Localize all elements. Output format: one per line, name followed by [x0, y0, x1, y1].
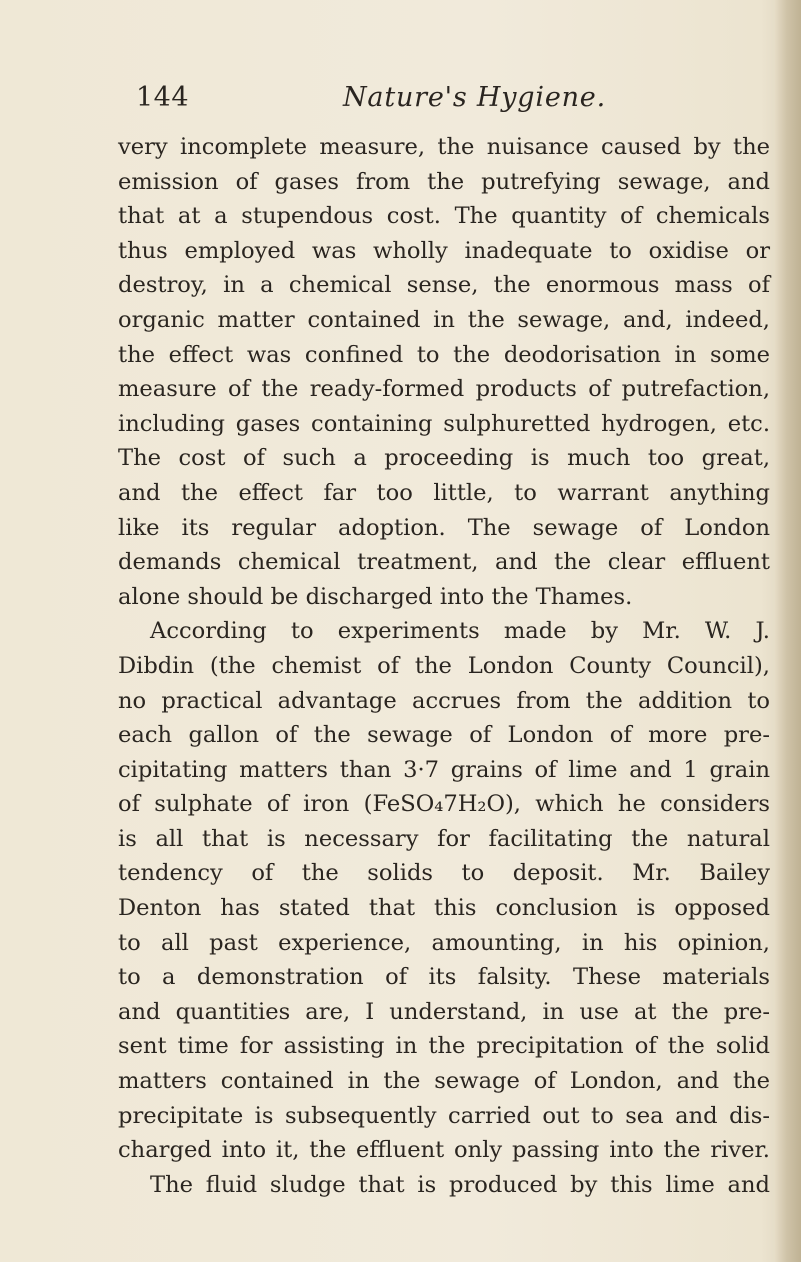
text-line: like its regular adoption. The sewage of London [118, 514, 770, 541]
text-line: of sulphate of iron (FeSO₄7H₂O), which he considers [118, 791, 770, 818]
text-line: precipitate is subsequently carried out to sea and dis- [118, 1102, 770, 1129]
text-line: Dibdin (the chemist of the London County Council), [118, 652, 770, 679]
text-line: and quantities are, I understand, in use at the pre- [118, 998, 770, 1025]
text-line: The fluid sludge that is produced by this lime and [150, 1171, 770, 1198]
body-text [118, 130, 770, 1202]
text-line: very incomplete measure, the nuisance caused by the [118, 134, 770, 160]
page-edge-shadow [775, 0, 801, 1262]
text-line: and the effect far too little, to warrant anything [118, 479, 770, 506]
running-head-title: Nature's Hygiene. [343, 82, 606, 113]
text-line: sent time for assisting in the precipitation of the solid [118, 1033, 770, 1060]
text-line: alone should be discharged into the Thames. [118, 583, 633, 610]
page-header [136, 78, 616, 118]
text-line: is all that is necessary for facilitating the natural [118, 825, 770, 852]
text-line: thus employed was wholly inadequate to oxidise or [118, 237, 770, 264]
text-line: measure of the ready-formed products of putrefaction, [118, 376, 770, 403]
text-line: charged into it, the effluent only passing into the river. [118, 1137, 770, 1164]
text-line: Denton has stated that this conclusion is opposed [118, 895, 770, 922]
text-line: tendency of the solids to deposit. Mr. Bailey [118, 860, 770, 887]
text-line: According to experiments made by Mr. W. J. [150, 618, 770, 645]
text-line: to all past experience, amounting, in his opinion, [118, 929, 770, 956]
text-line: demands chemical treatment, and the clear effluent [118, 549, 770, 576]
text-line: each gallon of the sewage of London of more pre- [118, 722, 770, 749]
text-line: destroy, in a chemical sense, the enormous mass of [118, 272, 770, 299]
page-number: 144 [136, 82, 190, 113]
text-line: organic matter contained in the sewage, and, indeed, [118, 306, 770, 333]
text-line: that at a stupendous cost. The quantity of chemicals [118, 203, 770, 230]
text-line: matters contained in the sewage of London, and the [118, 1068, 770, 1095]
text-line: to a demonstration of its falsity. These materials [118, 964, 770, 991]
text-line: no practical advantage accrues from the addition to [118, 687, 770, 714]
text-line: the effect was confined to the deodorisation in some [118, 341, 770, 368]
text-line: The cost of such a proceeding is much too great, [118, 445, 770, 472]
text-line: emission of gases from the putrefying sewage, and [118, 168, 770, 195]
text-line: cipitating matters than 3·7 grains of lime and 1 grain [118, 756, 770, 783]
text-line: including gases containing sulphuretted hydrogen, etc. [118, 410, 770, 437]
